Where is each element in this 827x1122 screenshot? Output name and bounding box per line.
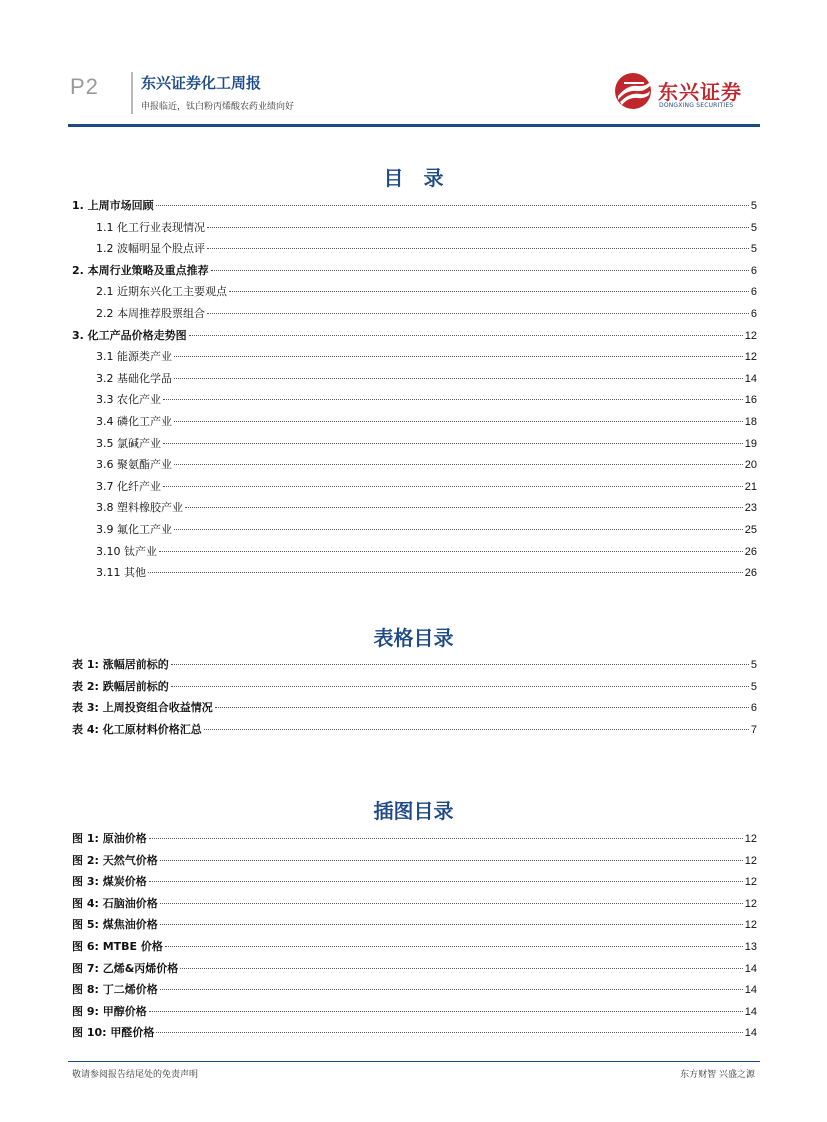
figure-entry-label: 图 10: 甲醛价格: [72, 1026, 155, 1040]
figure-entry[interactable]: [72, 962, 757, 976]
figure-entry[interactable]: [72, 940, 757, 954]
toc-entry-page: 26: [744, 545, 757, 558]
toc-entry-page: 14: [744, 372, 757, 385]
header-divider: [131, 72, 133, 114]
toc-entry-label: 2.1 近期东兴化工主要观点: [96, 285, 227, 299]
toc-entry-label: 3.9 氟化工产业: [96, 523, 172, 536]
dot-leader: [174, 356, 743, 357]
figure-entry-page: 12: [744, 854, 757, 867]
table-entry[interactable]: [72, 723, 757, 737]
toc-entry[interactable]: [72, 329, 757, 343]
dot-leader: [174, 529, 743, 530]
figure-entry[interactable]: [72, 1026, 757, 1040]
toc-entry-label: 3. 化工产品价格走势图: [72, 328, 187, 342]
toc-entry-label: 1.1 化工行业表现情况: [96, 220, 205, 234]
footer-rule: [68, 1061, 760, 1062]
toc-entry-page: 6: [750, 264, 757, 277]
toc-entry[interactable]: [96, 307, 757, 321]
table-list-title: 表格目录: [373, 626, 454, 650]
dot-leader: [207, 227, 749, 228]
toc-entry-label: 3.10 钛产业: [96, 544, 157, 558]
dot-leader: [211, 270, 749, 271]
table-entry-page: 7: [750, 723, 757, 736]
dot-leader: [149, 881, 743, 882]
dot-leader: [207, 313, 749, 314]
dot-leader: [163, 443, 743, 444]
company-logo: [614, 72, 746, 112]
figure-entry-page: 14: [744, 1005, 757, 1018]
table-entry[interactable]: [72, 658, 757, 672]
figure-entry-page: 13: [744, 941, 757, 953]
toc-entry-label: 1.2 波幅明显个股点评: [96, 242, 205, 256]
toc-entry-page: 21: [744, 480, 757, 493]
dot-leader: [148, 572, 743, 573]
toc-entry[interactable]: [96, 372, 757, 386]
figure-entry-page: 12: [744, 897, 757, 910]
header-rule: [68, 124, 760, 127]
toc-entry-label: 3.3 农化产业: [96, 393, 161, 407]
dot-leader: [156, 1032, 742, 1033]
figure-entry-label: 图 3: 煤炭价格: [72, 875, 147, 889]
toc-entry-page: 5: [750, 221, 757, 234]
footer-disclaimer: 敬请参阅报告结尾处的免责声明: [72, 1070, 199, 1080]
logo-chinese-name: 东兴证券: [658, 80, 742, 104]
dot-leader: [165, 946, 743, 947]
toc-entry-label: 2.2 本周推荐股票组合: [96, 307, 205, 320]
dot-leader: [160, 903, 743, 904]
toc-entry-label: 2. 本周行业策略及重点推荐: [72, 263, 209, 277]
dot-leader: [174, 464, 743, 465]
toc-entry[interactable]: [96, 458, 757, 472]
toc-entry-page: 5: [750, 200, 757, 212]
figure-entry[interactable]: [72, 983, 757, 997]
table-entry[interactable]: [72, 680, 757, 694]
table-entry[interactable]: [72, 701, 757, 715]
toc-entry-label: 3.7 化纤产业: [96, 479, 161, 493]
toc-entry[interactable]: [96, 501, 757, 515]
dot-leader: [229, 291, 749, 292]
toc-entry-page: 19: [744, 437, 757, 450]
figure-entry-page: 14: [744, 984, 757, 997]
dot-leader: [204, 729, 749, 730]
dot-leader: [149, 838, 743, 839]
toc-entry[interactable]: [96, 393, 757, 407]
figure-entry-label: 图 5: 煤焦油价格: [72, 918, 158, 932]
report-subtitle: 申报临近，钛白粉丙烯酸农药业绩向好: [141, 102, 295, 112]
toc-entry-label: 3.8 塑料橡胶产业: [96, 501, 183, 515]
dot-leader: [149, 1011, 743, 1012]
toc-entry-page: 6: [750, 286, 757, 299]
dot-leader: [174, 378, 743, 379]
toc-entry-page: 5: [750, 243, 757, 256]
toc-entry[interactable]: [96, 285, 757, 299]
page-header: [0, 0, 827, 130]
toc-entry[interactable]: [96, 480, 757, 494]
table-entry-page: 5: [750, 659, 757, 671]
dot-leader: [163, 486, 743, 487]
toc-entry-page: 20: [744, 459, 757, 472]
dot-leader: [163, 399, 743, 400]
figure-entry[interactable]: [72, 875, 757, 889]
table-entry-label: 表 2: 跌幅居前标的: [72, 679, 169, 693]
figure-entry-page: 12: [744, 833, 757, 845]
figure-entry-page: 12: [744, 876, 757, 889]
dot-leader: [180, 968, 742, 969]
figure-entry-label: 图 2: 天然气价格: [72, 853, 158, 867]
dot-leader: [171, 686, 749, 687]
dot-leader: [156, 205, 749, 206]
toc-entry-page: 25: [744, 524, 757, 536]
toc-entry[interactable]: [96, 350, 757, 364]
table-entry-page: 6: [750, 702, 757, 715]
figure-entry[interactable]: [72, 918, 757, 932]
figure-entry-label: 图 1: 原油价格: [72, 832, 147, 845]
table-entry-label: 表 4: 化工原材料价格汇总: [72, 722, 202, 736]
toc-entry-page: 16: [744, 394, 757, 407]
figure-entry[interactable]: [72, 854, 757, 868]
toc-entry-page: 18: [744, 416, 757, 428]
toc-entry[interactable]: [96, 415, 757, 429]
dot-leader: [189, 335, 743, 336]
toc-entry-label: 3.11 其他: [96, 566, 146, 580]
toc-entry-label: 3.1 能源类产业: [96, 350, 172, 364]
figure-entry-page: 14: [744, 1027, 757, 1040]
toc-entry[interactable]: [72, 199, 757, 213]
figure-entry-label: 图 4: 石脑油价格: [72, 896, 158, 910]
figure-entry-page: 12: [744, 919, 757, 932]
figure-entry-label: 图 7: 乙烯&丙烯价格: [72, 961, 179, 975]
toc-entry-page: 12: [744, 351, 757, 364]
toc-entry[interactable]: [96, 523, 757, 537]
toc-entry-label: 3.6 聚氨酯产业: [96, 458, 172, 472]
figure-entry-page: 14: [744, 962, 757, 975]
toc-entry-page: 6: [750, 308, 757, 320]
figure-entry[interactable]: [72, 897, 757, 911]
table-entry-label: 表 3: 上周投资组合收益情况: [72, 701, 213, 715]
toc-entry[interactable]: [96, 545, 757, 559]
toc-entry-page: 26: [744, 567, 757, 580]
toc-entry-label: 3.5 氯碱产业: [96, 436, 161, 450]
dot-leader: [160, 860, 743, 861]
figure-list-title: 插图目录: [373, 799, 454, 823]
logo-english-name: DONGXING SECURITIES: [659, 102, 734, 109]
dot-leader: [174, 421, 743, 422]
dot-leader: [215, 707, 749, 708]
report-title: 东兴证券化工周报: [141, 74, 262, 92]
dot-leader: [185, 507, 743, 508]
dot-leader: [160, 924, 743, 925]
toc-entry[interactable]: [72, 264, 757, 278]
toc-entry-label: 3.2 基础化学品: [96, 371, 172, 385]
logo-mark-icon: [614, 72, 654, 110]
toc-entry[interactable]: [96, 242, 757, 256]
figure-entry[interactable]: [72, 1005, 757, 1019]
figure-entry-label: 图 8: 丁二烯价格: [72, 983, 158, 997]
dot-leader: [171, 664, 749, 665]
page-number: P2: [70, 74, 99, 99]
figure-entry-label: 图 9: 甲醇价格: [72, 1004, 147, 1018]
dot-leader: [207, 248, 749, 249]
toc-entry[interactable]: [96, 221, 757, 235]
figure-entry[interactable]: [72, 832, 757, 846]
dot-leader: [159, 551, 743, 552]
footer-slogan: 东方财智 兴盛之源: [680, 1070, 755, 1080]
toc-entry-label: 1. 上周市场回顾: [72, 199, 154, 212]
figure-entry-label: 图 6: MTBE 价格: [72, 940, 163, 953]
toc-title: 目 录: [383, 166, 444, 190]
toc-entry-page: 12: [744, 329, 757, 342]
table-entry-label: 表 1: 涨幅居前标的: [72, 658, 169, 671]
table-entry-page: 5: [750, 680, 757, 693]
dot-leader: [160, 989, 743, 990]
toc-entry[interactable]: [96, 566, 757, 580]
toc-entry-page: 23: [744, 502, 757, 515]
toc-entry-label: 3.4 磷化工产业: [96, 415, 172, 428]
toc-entry[interactable]: [96, 437, 757, 451]
